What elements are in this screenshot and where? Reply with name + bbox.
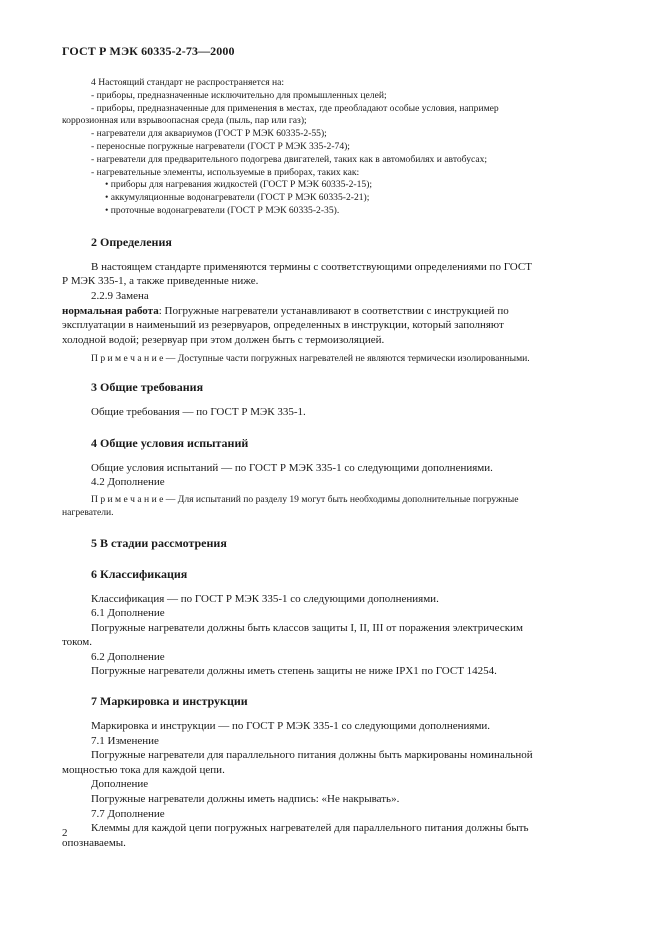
page-body [62,75,600,850]
section-2-body [62,260,600,348]
paragraph: Классификация — по ГОСТ Р МЭК 335-1 со следующими дополнениями. [91,592,439,605]
defined-term: нормальная работа [62,304,159,317]
section-4-body [91,461,600,490]
section-5-title: 5 В стадии рассмотрения [91,535,227,550]
section-3-body: Общие требования — по ГОСТ Р МЭК 335-1. [91,406,306,419]
scope-bullet: • аккумуляционные водонагреватели (ГОСТ Р МЭК 60335-2-21); [105,192,370,204]
section-2-note [91,353,600,366]
subclause-heading: 4.2 Дополнение [91,476,165,489]
scope-intro: 4 Настоящий стандарт не распространяется на: [91,77,285,88]
scope-section [62,77,600,218]
section-4-title: 4 Общие условия испытаний [91,435,249,450]
note-continued: нагреватели. [62,506,114,518]
note-label: П р и м е ч а н и е [91,353,164,365]
paragraph: В настоящем стандарте применяются термины с соответствующими определениями по ГОСТ [91,260,532,273]
scope-item-continued: коррозионная или взрывоопасная среда (пыль, пар или газ); [62,115,307,127]
note-text: — Доступные части погружных нагревателей не являются термически изолированными. [163,353,530,365]
paragraph-continued: Р МЭК 335-1, а также приведенные ниже. [62,275,259,288]
paragraph: Погружные нагреватели должны быть классов защиты I, II, III от поражения электрическим [91,621,523,634]
scope-item: - нагревательные элементы, используемые в приборах, таких как: [91,166,360,178]
section-4-note [62,493,600,520]
scope-bullet: • приборы для нагревания жидкостей (ГОСТ Р МЭК 60335-2-15); [105,179,373,191]
note-text: — Для испытаний по разделу 19 могут быть необходимы дополнительные погружные [163,493,519,505]
paragraph: Маркировка и инструкции — по ГОСТ Р МЭК 335-1 со следующими дополнениями. [91,720,491,733]
definition-line [62,304,600,319]
section-6-title: 6 Классификация [91,566,188,581]
paragraph: Погружные нагреватели для параллельного питания должны быть маркированы номинальной [91,749,533,762]
note-label: П р и м е ч а н и е [91,493,164,505]
scope-item: - переносные погружные нагреватели (ГОСТ Р МЭК 335-2-74); [91,140,350,152]
subclause-heading: Дополнение [91,778,149,791]
scope-item: - приборы, предназначенные для применения в местах, где преобладают особые условия, например [91,102,499,114]
scope-item: - нагреватели для аквариумов (ГОСТ Р МЭК 60335-2-55); [91,128,327,140]
section-7-title: 7 Маркировка и инструкции [91,694,248,709]
definition-text: : Погружные нагреватели устанавливают в соответствии с инструкцией по [158,304,509,317]
paragraph: Общие условия испытаний — по ГОСТ Р МЭК 335-1 со следующими дополнениями. [91,461,493,474]
scope-item: - нагреватели для предварительного подогрева двигателей, таких как в автомобилях и автобусах; [91,153,488,165]
paragraph: Погружные нагреватели должны иметь надпись: «Не накрывать». [91,793,400,806]
scope-item: - приборы, предназначенные исключительно для промышленных целей; [91,89,387,101]
subclause-heading: 7.1 Изменение [91,734,159,747]
definition-continued: холодной водой; резервуар при этом должен быть с термоизоляцией. [62,333,385,346]
subclause-heading: 6.1 Дополнение [91,607,165,620]
scope-bullet: • проточные водонагреватели (ГОСТ Р МЭК 60335-2-35). [105,204,340,216]
section-6-body [62,592,600,680]
page-number: 2 [62,827,68,839]
subclause-heading: 7.7 Дополнение [91,807,165,820]
paragraph: Погружные нагреватели должны иметь степень защиты не ниже IPX1 по ГОСТ 14254. [91,665,497,678]
subclause-heading: 2.2.9 Замена [91,289,149,302]
section-7-body [62,719,600,850]
paragraph-continued: опознаваемы. [62,836,126,849]
paragraph: Клеммы для каждой цепи погружных нагревателей для параллельного питания должны быть [91,822,529,835]
paragraph-continued: мощностью тока для каждой цепи. [62,763,225,776]
definition-continued: эксплуатации в наименьший из резервуаров, определенных в инструкции, который заполняют [62,319,504,332]
subclause-heading: 6.2 Дополнение [91,650,165,663]
section-3-title: 3 Общие требования [91,380,204,395]
paragraph-continued: током. [62,636,92,649]
document-header: ГОСТ Р МЭК 60335-2-73—2000 [62,44,235,58]
section-2-title: 2 Определения [91,234,172,249]
